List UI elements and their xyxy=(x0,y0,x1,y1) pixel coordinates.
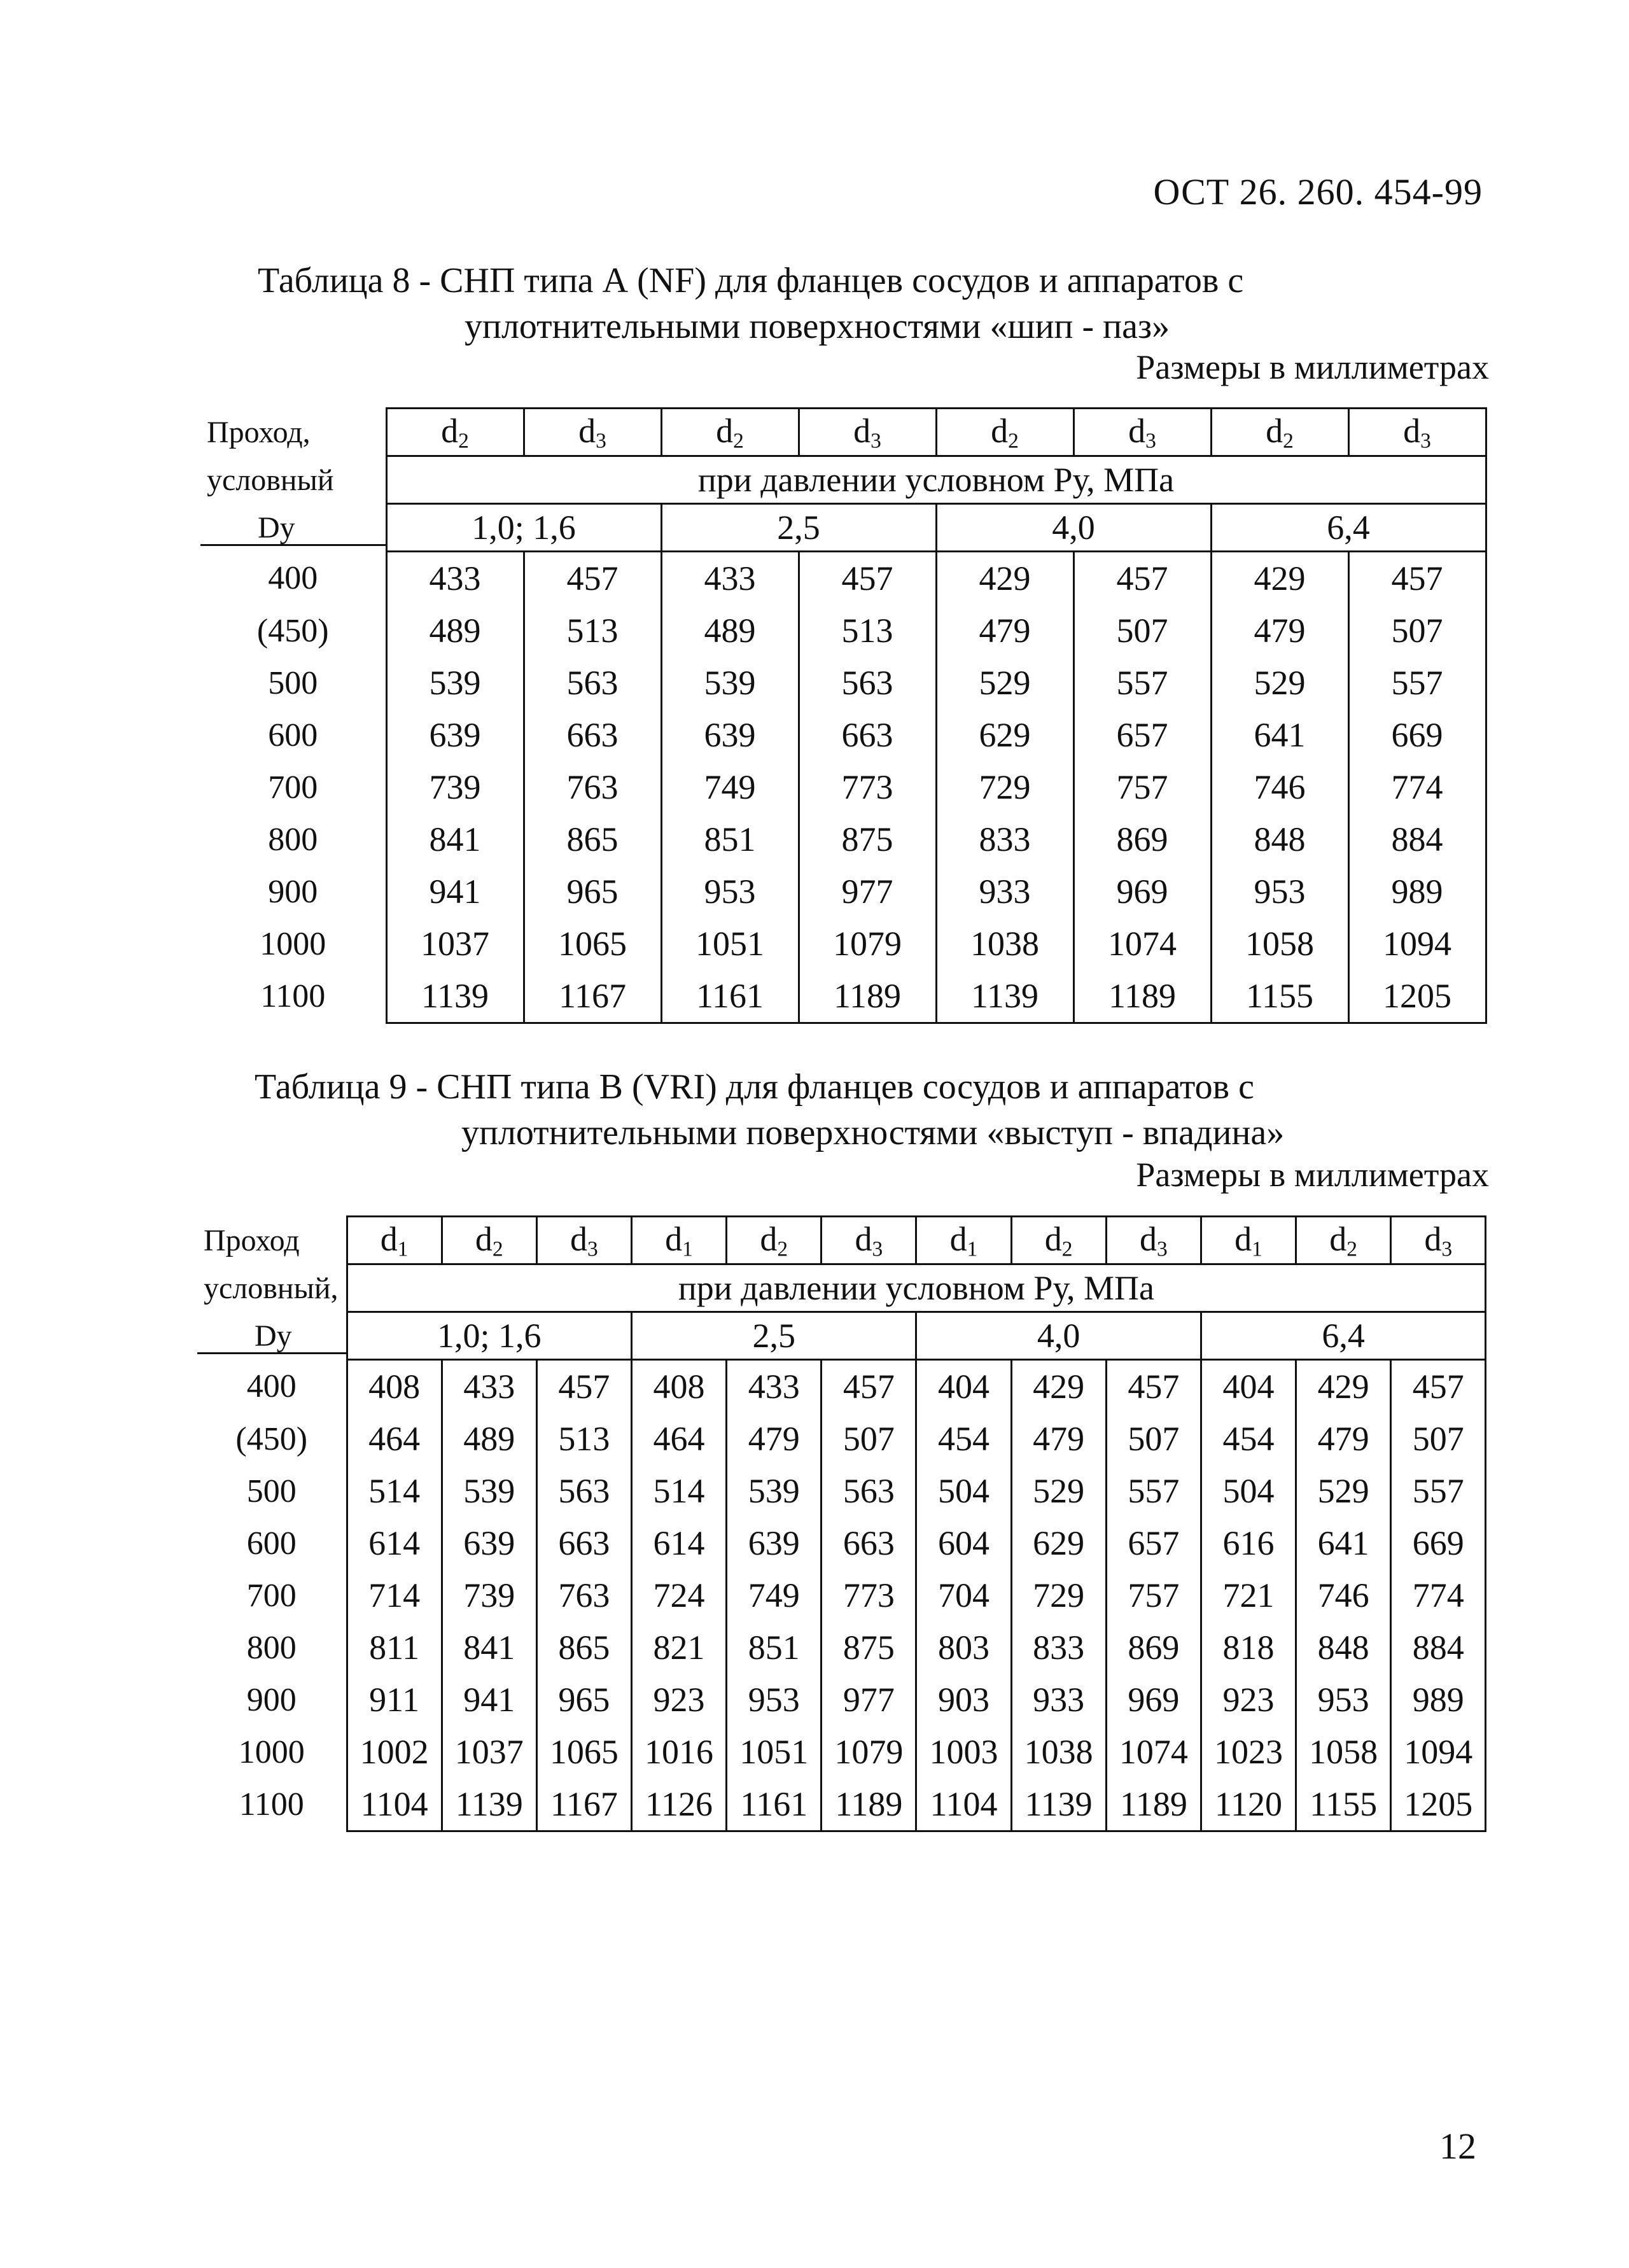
table-cell: 504 xyxy=(916,1465,1011,1517)
table-cell: 1161 xyxy=(727,1778,821,1831)
table8-caption-line2: уплотнительными поверхностями «шип - паз» xyxy=(465,307,1170,346)
table-cell: 1051 xyxy=(661,918,799,970)
table-cell: 841 xyxy=(442,1621,536,1674)
table-cell: 539 xyxy=(442,1465,536,1517)
table-cell: 1038 xyxy=(936,918,1073,970)
dy-header-line1: Проход xyxy=(197,1217,347,1264)
table-cell: 811 xyxy=(347,1621,442,1674)
table-cell: 433 xyxy=(727,1360,821,1413)
table-cell: 704 xyxy=(916,1569,1011,1621)
column-header: $d_2$ xyxy=(386,409,524,456)
dy-value: 1000 xyxy=(197,1726,347,1778)
table-row xyxy=(197,1413,1486,1465)
table-cell: 429 xyxy=(1011,1360,1106,1413)
table-cell: 563 xyxy=(799,657,936,709)
table-cell: 479 xyxy=(1011,1413,1106,1465)
dy-value: 700 xyxy=(197,1569,347,1621)
column-header: $d_2$ xyxy=(442,1217,536,1264)
dy-header-line3: Dy xyxy=(197,1312,347,1360)
dy-header-line2: условный xyxy=(200,456,386,504)
table-cell: 507 xyxy=(1391,1413,1486,1465)
dy-value: 1100 xyxy=(200,970,386,1023)
table-cell: 965 xyxy=(524,865,661,918)
table-cell: 529 xyxy=(1011,1465,1106,1517)
table-cell: 1161 xyxy=(661,970,799,1023)
table8-dy-rule xyxy=(200,544,386,546)
table-cell: 739 xyxy=(442,1569,536,1621)
table-row xyxy=(200,605,1486,657)
column-header: $d_2$ xyxy=(1011,1217,1106,1264)
table-cell: 851 xyxy=(727,1621,821,1674)
table-cell: 953 xyxy=(1296,1674,1391,1726)
table-cell: 1058 xyxy=(1211,918,1348,970)
table-cell: 639 xyxy=(727,1517,821,1569)
column-header: $d_3$ xyxy=(1348,409,1486,456)
table-cell: 1065 xyxy=(524,918,661,970)
table-row xyxy=(200,865,1486,918)
table-cell: 408 xyxy=(631,1360,726,1413)
table-cell: 457 xyxy=(799,552,936,605)
table-cell: 774 xyxy=(1391,1569,1486,1621)
column-header: $d_1$ xyxy=(1201,1217,1296,1264)
table-cell: 454 xyxy=(916,1413,1011,1465)
table-cell: 773 xyxy=(799,761,936,813)
table-cell: 875 xyxy=(799,813,936,865)
table-cell: 1079 xyxy=(799,918,936,970)
table-cell: 1205 xyxy=(1348,970,1486,1023)
table9-dy-rule xyxy=(197,1352,347,1354)
table-cell: 507 xyxy=(1073,605,1211,657)
table-cell: 884 xyxy=(1391,1621,1486,1674)
table-cell: 969 xyxy=(1106,1674,1201,1726)
table-cell: 429 xyxy=(1211,552,1348,605)
table-cell: 757 xyxy=(1106,1569,1201,1621)
table-cell: 933 xyxy=(936,865,1073,918)
table-cell: 457 xyxy=(536,1360,631,1413)
table9 xyxy=(197,1215,1486,1832)
table-cell: 504 xyxy=(1201,1465,1296,1517)
table-row xyxy=(197,1465,1486,1517)
table-cell: 457 xyxy=(1106,1360,1201,1413)
table-cell: 639 xyxy=(661,709,799,761)
table-cell: 1126 xyxy=(631,1778,726,1831)
table-cell: 749 xyxy=(661,761,799,813)
table-cell: 1037 xyxy=(442,1726,536,1778)
dy-value: 400 xyxy=(197,1360,347,1413)
pressure-group: 1,0; 1,6 xyxy=(386,504,661,552)
table-row xyxy=(197,1517,1486,1569)
column-header: $d_3$ xyxy=(799,409,936,456)
table9-units: Размеры в миллиметрах xyxy=(1136,1156,1489,1194)
table-cell: 977 xyxy=(821,1674,916,1726)
table-cell: 479 xyxy=(936,605,1073,657)
table-cell: 1065 xyxy=(536,1726,631,1778)
table-cell: 848 xyxy=(1296,1621,1391,1674)
table-cell: 763 xyxy=(536,1569,631,1621)
table-cell: 989 xyxy=(1391,1674,1486,1726)
pressure-group: 2,5 xyxy=(631,1312,916,1360)
table-row xyxy=(197,1360,1486,1413)
table-row xyxy=(197,1726,1486,1778)
table-cell: 629 xyxy=(936,709,1073,761)
table-cell: 464 xyxy=(347,1413,442,1465)
table-cell: 774 xyxy=(1348,761,1486,813)
table-row xyxy=(200,918,1486,970)
table-cell: 408 xyxy=(347,1360,442,1413)
table-cell: 757 xyxy=(1073,761,1211,813)
column-header: $d_2$ xyxy=(727,1217,821,1264)
table-cell: 429 xyxy=(936,552,1073,605)
table-cell: 563 xyxy=(821,1465,916,1517)
page-number: 12 xyxy=(1439,2125,1476,2167)
table-cell: 1037 xyxy=(386,918,524,970)
table-cell: 457 xyxy=(1073,552,1211,605)
table-cell: 865 xyxy=(536,1621,631,1674)
table-cell: 464 xyxy=(631,1413,726,1465)
table-cell: 641 xyxy=(1211,709,1348,761)
table-cell: 1094 xyxy=(1391,1726,1486,1778)
dy-value: 1100 xyxy=(197,1778,347,1831)
pressure-group: 4,0 xyxy=(916,1312,1201,1360)
table-cell: 884 xyxy=(1348,813,1486,865)
table-cell: 507 xyxy=(1106,1413,1201,1465)
table-cell: 433 xyxy=(442,1360,536,1413)
table-cell: 479 xyxy=(1296,1413,1391,1465)
table-cell: 1155 xyxy=(1211,970,1348,1023)
table-cell: 953 xyxy=(661,865,799,918)
table-cell: 539 xyxy=(727,1465,821,1517)
table-cell: 763 xyxy=(524,761,661,813)
column-header: $d_1$ xyxy=(631,1217,726,1264)
table-cell: 639 xyxy=(386,709,524,761)
table-cell: 404 xyxy=(916,1360,1011,1413)
table-cell: 1079 xyxy=(821,1726,916,1778)
table-row xyxy=(197,1674,1486,1726)
table-cell: 869 xyxy=(1106,1621,1201,1674)
pressure-group: 4,0 xyxy=(936,504,1211,552)
table-cell: 404 xyxy=(1201,1360,1296,1413)
column-header: $d_1$ xyxy=(347,1217,442,1264)
table-cell: 1167 xyxy=(536,1778,631,1831)
table-cell: 557 xyxy=(1106,1465,1201,1517)
column-header: $d_2$ xyxy=(1211,409,1348,456)
table-cell: 851 xyxy=(661,813,799,865)
table-cell: 539 xyxy=(661,657,799,709)
table-cell: 614 xyxy=(631,1517,726,1569)
table-cell: 729 xyxy=(936,761,1073,813)
table-cell: 1167 xyxy=(524,970,661,1023)
table-cell: 529 xyxy=(936,657,1073,709)
dy-value: 400 xyxy=(200,552,386,605)
table-cell: 641 xyxy=(1296,1517,1391,1569)
table-cell: 457 xyxy=(524,552,661,605)
table-cell: 669 xyxy=(1391,1517,1486,1569)
table-cell: 457 xyxy=(1348,552,1486,605)
table-cell: 513 xyxy=(799,605,936,657)
table-cell: 848 xyxy=(1211,813,1348,865)
table-cell: 1104 xyxy=(916,1778,1011,1831)
table-cell: 721 xyxy=(1201,1569,1296,1621)
table-cell: 989 xyxy=(1348,865,1486,918)
table-row xyxy=(197,1569,1486,1621)
table-cell: 557 xyxy=(1348,657,1486,709)
table-cell: 969 xyxy=(1073,865,1211,918)
table-cell: 513 xyxy=(536,1413,631,1465)
column-header: $d_3$ xyxy=(536,1217,631,1264)
column-header: $d_1$ xyxy=(916,1217,1011,1264)
table-cell: 833 xyxy=(1011,1621,1106,1674)
dy-value: 800 xyxy=(200,813,386,865)
table-cell: 911 xyxy=(347,1674,442,1726)
table-cell: 1139 xyxy=(442,1778,536,1831)
table-cell: 1189 xyxy=(799,970,936,1023)
table-cell: 1002 xyxy=(347,1726,442,1778)
dy-value: 800 xyxy=(197,1621,347,1674)
dy-value: 1000 xyxy=(200,918,386,970)
dy-value: (450) xyxy=(197,1413,347,1465)
table-cell: 669 xyxy=(1348,709,1486,761)
table-cell: 1189 xyxy=(1073,970,1211,1023)
table-cell: 903 xyxy=(916,1674,1011,1726)
table-cell: 1023 xyxy=(1201,1726,1296,1778)
table-cell: 604 xyxy=(916,1517,1011,1569)
document-code: ОСТ 26. 260. 454-99 xyxy=(1153,171,1483,213)
pressure-caption: при давлении условном Ру, МПа xyxy=(347,1264,1486,1312)
table-cell: 1189 xyxy=(1106,1778,1201,1831)
table-cell: 941 xyxy=(442,1674,536,1726)
table-cell: 729 xyxy=(1011,1569,1106,1621)
table-cell: 529 xyxy=(1296,1465,1391,1517)
table8-caption-line1: Таблица 8 - СНП типа А (NF) для фланцев сосудов и аппаратов с xyxy=(258,261,1244,300)
table-row xyxy=(200,761,1486,813)
table-cell: 1051 xyxy=(727,1726,821,1778)
table-cell: 923 xyxy=(1201,1674,1296,1726)
table-cell: 739 xyxy=(386,761,524,813)
dy-value: 900 xyxy=(200,865,386,918)
table-cell: 657 xyxy=(1106,1517,1201,1569)
table-cell: 614 xyxy=(347,1517,442,1569)
table-cell: 1058 xyxy=(1296,1726,1391,1778)
table-cell: 1205 xyxy=(1391,1778,1486,1831)
table-cell: 1104 xyxy=(347,1778,442,1831)
pressure-group: 6,4 xyxy=(1211,504,1486,552)
table-row xyxy=(197,1621,1486,1674)
table-cell: 457 xyxy=(821,1360,916,1413)
table9-caption-line1: Таблица 9 - СНП типа В (VRI) для фланцев сосудов и аппаратов с xyxy=(255,1067,1254,1107)
pressure-group: 2,5 xyxy=(661,504,936,552)
table-cell: 953 xyxy=(727,1674,821,1726)
column-header: $d_2$ xyxy=(936,409,1073,456)
table-cell: 616 xyxy=(1201,1517,1296,1569)
table-cell: 513 xyxy=(524,605,661,657)
dy-header-line2: условный, xyxy=(197,1264,347,1312)
table-cell: 663 xyxy=(799,709,936,761)
table-cell: 457 xyxy=(1391,1360,1486,1413)
table-cell: 557 xyxy=(1073,657,1211,709)
table-cell: 529 xyxy=(1211,657,1348,709)
table-cell: 479 xyxy=(1211,605,1348,657)
table-cell: 1139 xyxy=(1011,1778,1106,1831)
dy-header-line3: Dy xyxy=(200,504,386,552)
column-header: $d_2$ xyxy=(661,409,799,456)
table-cell: 629 xyxy=(1011,1517,1106,1569)
pressure-group: 6,4 xyxy=(1201,1312,1485,1360)
table-cell: 489 xyxy=(386,605,524,657)
pressure-group: 1,0; 1,6 xyxy=(347,1312,631,1360)
table-cell: 1074 xyxy=(1073,918,1211,970)
table-cell: 977 xyxy=(799,865,936,918)
table-cell: 1139 xyxy=(936,970,1073,1023)
table-cell: 1120 xyxy=(1201,1778,1296,1831)
table8-units: Размеры в миллиметрах xyxy=(1136,348,1489,386)
dy-value: (450) xyxy=(200,605,386,657)
table-cell: 923 xyxy=(631,1674,726,1726)
pressure-caption: при давлении условном Ру, МПа xyxy=(386,456,1486,504)
table-cell: 833 xyxy=(936,813,1073,865)
table-cell: 773 xyxy=(821,1569,916,1621)
dy-value: 500 xyxy=(197,1465,347,1517)
table-row xyxy=(200,552,1486,605)
table-cell: 953 xyxy=(1211,865,1348,918)
dy-value: 500 xyxy=(200,657,386,709)
table-row xyxy=(200,813,1486,865)
table-row xyxy=(200,657,1486,709)
table-cell: 489 xyxy=(661,605,799,657)
table-cell: 663 xyxy=(524,709,661,761)
table-cell: 875 xyxy=(821,1621,916,1674)
table-cell: 724 xyxy=(631,1569,726,1621)
column-header: $d_3$ xyxy=(1106,1217,1201,1264)
table-cell: 749 xyxy=(727,1569,821,1621)
table-cell: 746 xyxy=(1211,761,1348,813)
table-cell: 965 xyxy=(536,1674,631,1726)
table-cell: 639 xyxy=(442,1517,536,1569)
table-cell: 1003 xyxy=(916,1726,1011,1778)
column-header: $d_2$ xyxy=(1296,1217,1391,1264)
table-cell: 714 xyxy=(347,1569,442,1621)
dy-header-line1: Проход, xyxy=(200,409,386,456)
column-header: $d_3$ xyxy=(1391,1217,1486,1264)
table-cell: 933 xyxy=(1011,1674,1106,1726)
table-cell: 479 xyxy=(727,1413,821,1465)
table-cell: 1155 xyxy=(1296,1778,1391,1831)
table-cell: 663 xyxy=(536,1517,631,1569)
table-cell: 1094 xyxy=(1348,918,1486,970)
table-cell: 841 xyxy=(386,813,524,865)
table-cell: 869 xyxy=(1073,813,1211,865)
table-row xyxy=(197,1778,1486,1831)
table-cell: 657 xyxy=(1073,709,1211,761)
table-cell: 507 xyxy=(1348,605,1486,657)
table-cell: 429 xyxy=(1296,1360,1391,1413)
table-cell: 539 xyxy=(386,657,524,709)
table-cell: 865 xyxy=(524,813,661,865)
dy-value: 700 xyxy=(200,761,386,813)
table-cell: 821 xyxy=(631,1621,726,1674)
table-cell: 433 xyxy=(661,552,799,605)
table-cell: 563 xyxy=(524,657,661,709)
table8 xyxy=(200,407,1487,1024)
table-cell: 514 xyxy=(631,1465,726,1517)
table-cell: 489 xyxy=(442,1413,536,1465)
dy-value: 900 xyxy=(197,1674,347,1726)
table-cell: 454 xyxy=(1201,1413,1296,1465)
table9-caption-line2: уплотнительными поверхностями «выступ - впадина» xyxy=(461,1113,1285,1152)
table-cell: 746 xyxy=(1296,1569,1391,1621)
table-row xyxy=(200,709,1486,761)
table-cell: 507 xyxy=(821,1413,916,1465)
table-cell: 1016 xyxy=(631,1726,726,1778)
table-cell: 818 xyxy=(1201,1621,1296,1674)
column-header: $d_3$ xyxy=(524,409,661,456)
column-header: $d_3$ xyxy=(1073,409,1211,456)
column-header: $d_3$ xyxy=(821,1217,916,1264)
table-cell: 941 xyxy=(386,865,524,918)
table-cell: 433 xyxy=(386,552,524,605)
table-cell: 514 xyxy=(347,1465,442,1517)
table-row xyxy=(200,970,1486,1023)
table-cell: 663 xyxy=(821,1517,916,1569)
table-cell: 1139 xyxy=(386,970,524,1023)
table-cell: 563 xyxy=(536,1465,631,1517)
table-cell: 1074 xyxy=(1106,1726,1201,1778)
table-cell: 1189 xyxy=(821,1778,916,1831)
dy-value: 600 xyxy=(200,709,386,761)
table-cell: 1038 xyxy=(1011,1726,1106,1778)
table-cell: 803 xyxy=(916,1621,1011,1674)
dy-value: 600 xyxy=(197,1517,347,1569)
table-cell: 557 xyxy=(1391,1465,1486,1517)
